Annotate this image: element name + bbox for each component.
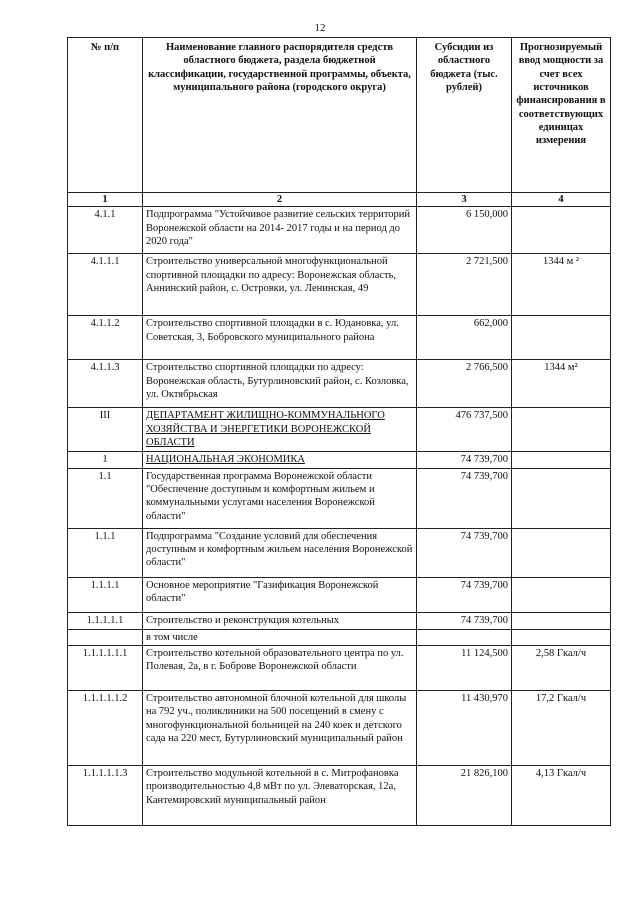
row-amount: 476 737,500 bbox=[417, 408, 512, 452]
row-name: Подпрограмма "Устойчивое развитие сельских территорий Воронежской области на 2014- 2017 годы и на период до 2020 года" bbox=[143, 207, 417, 254]
row-capacity: 1344 м² bbox=[512, 360, 611, 408]
row-number: 4.1.1.2 bbox=[68, 316, 143, 360]
header-number: № п/п bbox=[68, 38, 143, 193]
row-amount: 662,000 bbox=[417, 316, 512, 360]
row-capacity bbox=[512, 408, 611, 452]
row-amount: 21 826,100 bbox=[417, 765, 512, 825]
row-amount: 2 721,500 bbox=[417, 254, 512, 316]
row-capacity bbox=[512, 528, 611, 577]
column-number: 2 bbox=[143, 193, 417, 207]
table-row bbox=[68, 316, 611, 360]
column-number: 3 bbox=[417, 193, 512, 207]
row-capacity: 17,2 Гкал/ч bbox=[512, 690, 611, 765]
row-name: НАЦИОНАЛЬНАЯ ЭКОНОМИКА bbox=[143, 452, 417, 468]
row-capacity: 1344 м ² bbox=[512, 254, 611, 316]
row-name: Строительство модульной котельной в с. Митрофановка производительностью 4,8 мВт по ул. Элеваторская, 12а, Кантемировский муниципальный район bbox=[143, 765, 417, 825]
row-number: 1.1.1.1 bbox=[68, 577, 143, 612]
table-row bbox=[68, 408, 611, 452]
row-capacity bbox=[512, 207, 611, 254]
row-name: Строительство автономной блочной котельной для школы на 792 уч., поликлиники на 500 посещений в смену с многофункциональной больницей на 240 коек и детского сада на 220 мест, Бутурлиновский муниципальный район bbox=[143, 690, 417, 765]
header-capacity: Прогнозируемый ввод мощности за счет всех источников финансирования в соответствующих единицах измерения bbox=[512, 38, 611, 193]
row-amount: 74 739,700 bbox=[417, 452, 512, 468]
row-amount: 74 739,700 bbox=[417, 612, 512, 629]
row-number: 1 bbox=[68, 452, 143, 468]
budget-table bbox=[67, 37, 611, 826]
row-capacity bbox=[512, 629, 611, 645]
row-number: 1.1.1 bbox=[68, 528, 143, 577]
row-capacity: 2,58 Гкал/ч bbox=[512, 645, 611, 690]
row-number: 4.1.1 bbox=[68, 207, 143, 254]
page-number: 12 bbox=[314, 22, 326, 34]
row-number: 1.1.1.1.1.3 bbox=[68, 765, 143, 825]
row-name: ДЕПАРТАМЕНТ ЖИЛИЩНО-КОММУНАЛЬНОГО ХОЗЯЙСТВА И ЭНЕРГЕТИКИ ВОРОНЕЖСКОЙ ОБЛАСТИ bbox=[143, 408, 417, 452]
row-number: 4.1.1.1 bbox=[68, 254, 143, 316]
row-capacity: 4,13 Гкал/ч bbox=[512, 765, 611, 825]
row-name: Подпрограмма "Создание условий для обеспечения доступным и комфортным жильем населения Воронежской области" bbox=[143, 528, 417, 577]
row-name: Строительство спортивной площадки по адресу: Воронежская область, Бутурлиновский район, с. Козловка, ул. Октябрьская bbox=[143, 360, 417, 408]
row-amount bbox=[417, 629, 512, 645]
row-number: 1.1.1.1.1.2 bbox=[68, 690, 143, 765]
row-number: 4.1.1.3 bbox=[68, 360, 143, 408]
table-row bbox=[68, 690, 611, 765]
row-amount: 11 124,500 bbox=[417, 645, 512, 690]
table-row bbox=[68, 577, 611, 612]
table-row bbox=[68, 207, 611, 254]
row-number bbox=[68, 629, 143, 645]
row-capacity bbox=[512, 468, 611, 528]
table-row bbox=[68, 612, 611, 629]
row-number: 1.1.1.1.1.1 bbox=[68, 645, 143, 690]
header-subsidy: Субсидии из областного бюджета (тыс. рублей) bbox=[417, 38, 512, 193]
row-amount: 74 739,700 bbox=[417, 577, 512, 612]
column-number-row bbox=[68, 193, 611, 207]
row-name: Строительство универсальной многофункциональной спортивной площадки по адресу: Воронежская область, Аннинский район, с. Островки, ул. Ленинская, 49 bbox=[143, 254, 417, 316]
table-row bbox=[68, 254, 611, 316]
table-row bbox=[68, 645, 611, 690]
table-row bbox=[68, 452, 611, 468]
row-number: 1.1 bbox=[68, 468, 143, 528]
row-amount: 74 739,700 bbox=[417, 528, 512, 577]
row-capacity bbox=[512, 577, 611, 612]
row-name: Строительство спортивной площадки в с. Юдановка, ул. Советская, 3, Бобровского муниципального района bbox=[143, 316, 417, 360]
row-capacity bbox=[512, 612, 611, 629]
table-row bbox=[68, 765, 611, 825]
header-name: Наименование главного распорядителя средств областного бюджета, раздела бюджетной классификации, государственной программы, объекта, муниципального района (городского округа) bbox=[143, 38, 417, 193]
row-capacity bbox=[512, 452, 611, 468]
table-row bbox=[68, 360, 611, 408]
row-number: III bbox=[68, 408, 143, 452]
row-name: в том числе bbox=[143, 629, 417, 645]
row-name: Основное мероприятие "Газификация Воронежской области" bbox=[143, 577, 417, 612]
column-number: 1 bbox=[68, 193, 143, 207]
column-number: 4 bbox=[512, 193, 611, 207]
table-header-row bbox=[68, 38, 611, 193]
row-capacity bbox=[512, 316, 611, 360]
row-amount: 74 739,700 bbox=[417, 468, 512, 528]
table-row bbox=[68, 629, 611, 645]
row-amount: 2 766,500 bbox=[417, 360, 512, 408]
row-name: Строительство и реконструкция котельных bbox=[143, 612, 417, 629]
table-row bbox=[68, 528, 611, 577]
row-amount: 11 430,970 bbox=[417, 690, 512, 765]
row-amount: 6 150,000 bbox=[417, 207, 512, 254]
row-number: 1.1.1.1.1 bbox=[68, 612, 143, 629]
table-row bbox=[68, 468, 611, 528]
row-name: Государственная программа Воронежской области "Обеспечение доступным и комфортным жильем и коммунальными услугами населения Воронежской области" bbox=[143, 468, 417, 528]
row-name: Строительство котельной образовательного центра по ул. Полевая, 2а, в г. Боброве Воронежской области bbox=[143, 645, 417, 690]
